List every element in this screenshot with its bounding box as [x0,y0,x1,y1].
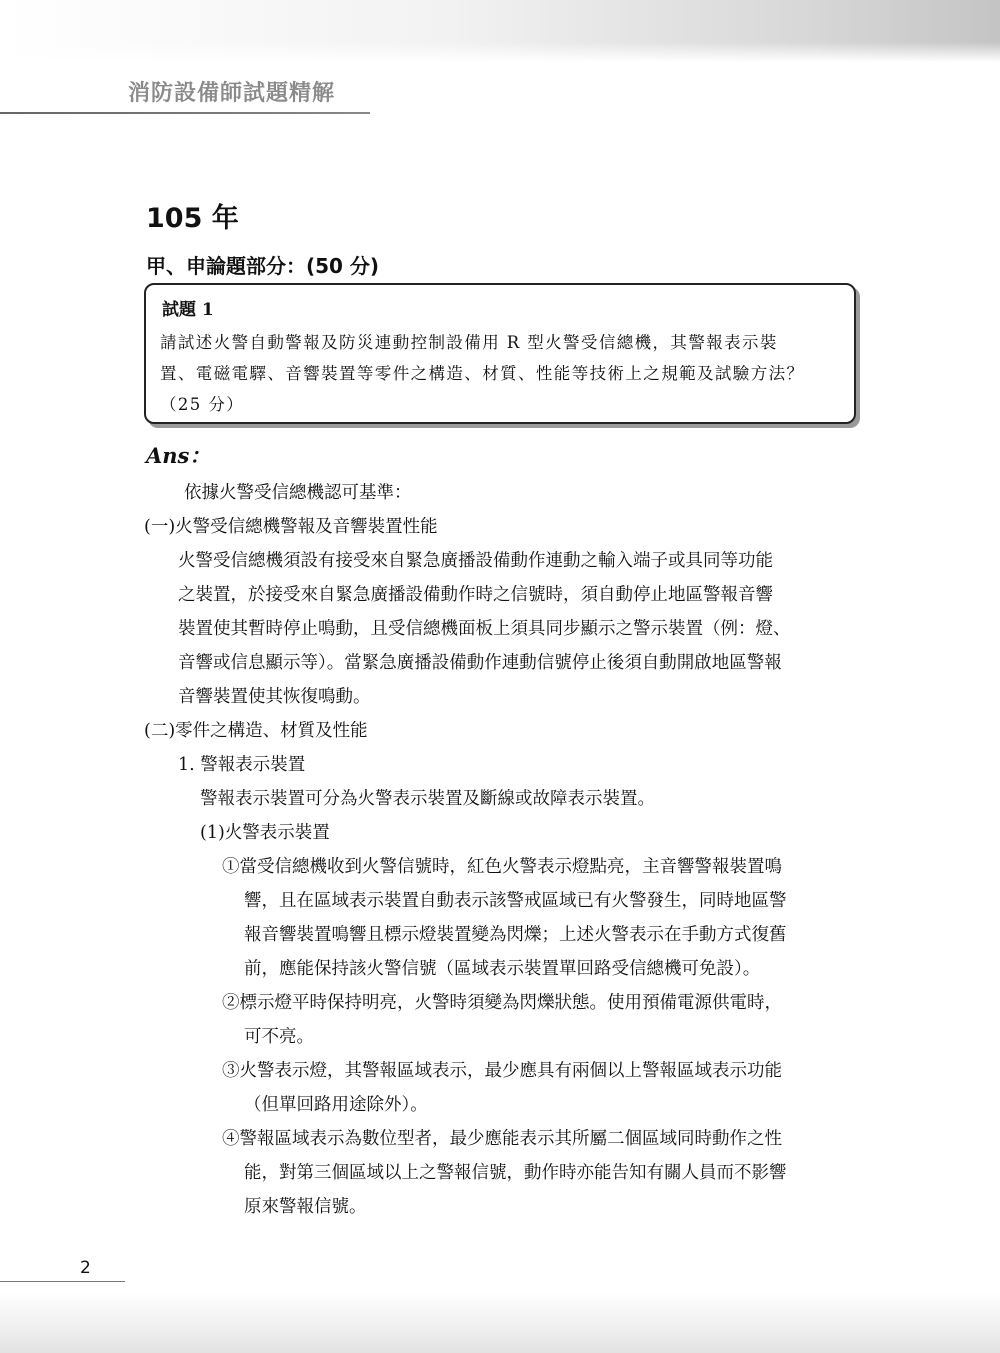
answer-list-item-cont: 能，對第三個區域以上之警報信號，動作時亦能告知有關人員而不影響 [244,1163,787,1183]
answer-heading-2: (二)零件之構造、材質及性能 [144,721,368,741]
answer-heading-1: (一)火警受信總機警報及音響裝置性能 [144,517,438,537]
answer-list-item: ①當受信總機收到火警信號時，紅色火警表示燈點亮，主音響警報裝置鳴 [222,857,782,877]
question-line: 請試述火警自動警報及防災連動控制設備用 R 型火警受信總機，其警報表示裝 [160,333,778,352]
answer-list-item-cont: 原來警報信號。 [244,1197,367,1217]
answer-intro: 依據火警受信總機認可基準： [184,483,412,503]
section-heading: 甲、申論題部分：(50 分) [146,254,380,278]
answer-paragraph-line: 音響或信息顯示等）。當緊急廣播設備動作連動信號停止後須自動開啟地區警報 [178,653,782,673]
question-line: （25 分） [160,395,245,414]
answer-paragraph-line: 之裝置，於接受來自緊急廣播設備動作時之信號時，須自動停止地區警報音響 [178,585,773,605]
question-line: 置、電磁電驛、音響裝置等零件之構造、材質、性能等技術上之規範及試驗方法？ [160,364,805,383]
answer-label: Ans： [146,443,211,468]
answer-list-item-cont: 響，且在區域表示裝置自動表示該警戒區域已有火警發生，同時地區警 [244,891,787,911]
running-title: 消防設備師試題精解 [128,80,336,106]
answer-subheading: 1. 警報表示裝置 [178,755,306,775]
answer-list-item: ②標示燈平時保持明亮，火警時須變為閃爍狀態。使用預備電源供電時， [222,993,782,1013]
answer-list-item-cont: （但單回路用途除外）。 [244,1095,428,1115]
question-title: 試題 1 [162,300,214,320]
question-box [144,283,856,424]
exam-year: 105 年 [146,203,239,234]
answer-list-item: ④警報區域表示為數位型者，最少應能表示其所屬二個區域同時動作之性 [222,1129,782,1149]
footer-rule [0,1281,125,1282]
footer-gradient-band [0,1293,1000,1353]
header-rule [0,112,370,114]
question-body [160,327,840,420]
page-number: 2 [80,1258,91,1278]
answer-paragraph-line: 音響裝置使其恢復鳴動。 [178,687,371,707]
answer-paragraph-line: 火警受信總機須設有接受來自緊急廣播設備動作連動之輸入端子或具同等功能 [178,551,773,571]
answer-list-item-cont: 前，應能保持該火警信號（區域表示裝置單回路受信總機可免設）。 [244,959,761,979]
answer-paragraph-line: 裝置使其暫時停止鳴動，且受信總機面板上須具同步顯示之警示裝置（例：燈、 [178,619,791,639]
answer-list-item: ③火警表示燈，其警報區域表示，最少應具有兩個以上警報區域表示功能 [222,1061,782,1081]
header-gradient-band [0,0,1000,62]
answer-paragraph-line: 警報表示裝置可分為火警表示裝置及斷線或故障表示裝置。 [200,789,655,809]
answer-list-item-cont: 可不亮。 [244,1027,314,1047]
answer-list-item-cont: 報音響裝置鳴響且標示燈裝置變為閃爍；上述火警表示在手動方式復舊 [244,925,787,945]
answer-subitem: (1)火警表示裝置 [200,823,330,843]
